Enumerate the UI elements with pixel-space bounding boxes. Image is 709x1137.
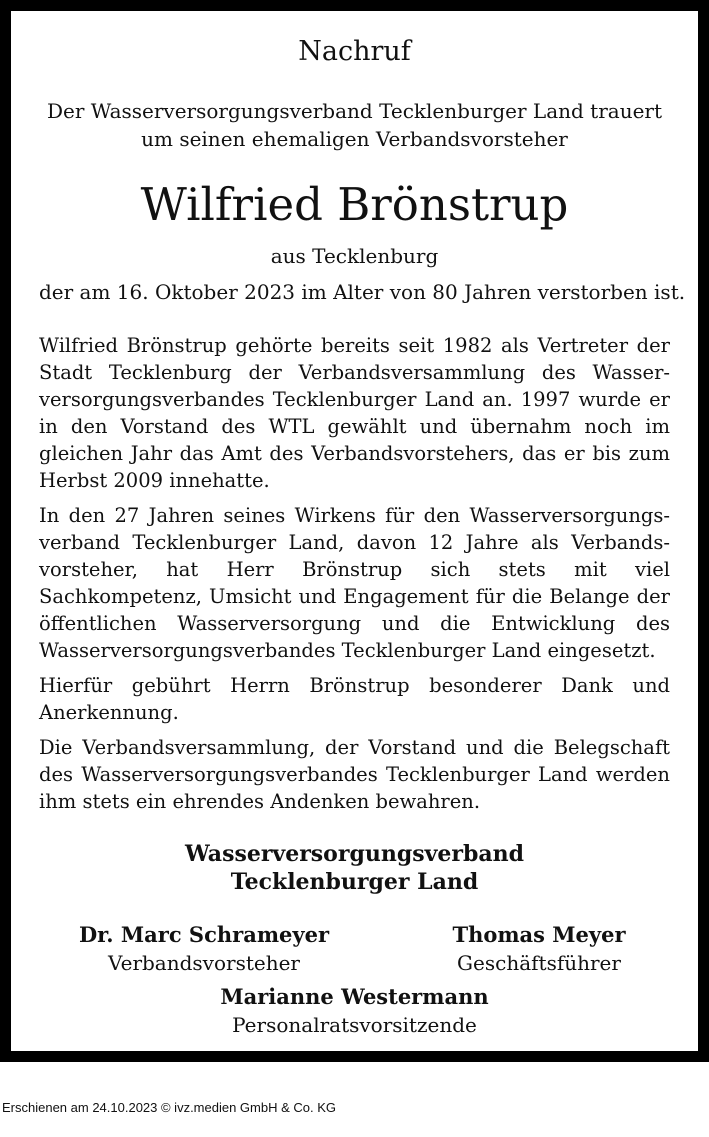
death-line: der am 16. Oktober 2023 im Alter von 80 Jahren verstorben ist.	[39, 280, 686, 304]
signatory-1	[59, 921, 349, 977]
notice-content	[39, 11, 686, 1051]
deceased-name: Wilfried Brönstrup	[140, 178, 569, 231]
intro-line-1: Der Wasserversorgungsverband Tecklenburger Land trauert	[46, 99, 663, 123]
signatory-3	[39, 983, 670, 1039]
origin-line: aus Tecklenburg	[270, 244, 439, 268]
signatory-name: Dr. Marc Schrameyer	[78, 922, 330, 947]
obituary-body	[39, 332, 670, 823]
paragraph: Wilfried Brönstrup gehörte bereits seit 1982 als Vertreter der Stadt Tecklenburg der Verbandsversammlung des Wasserversorgungsverbandes Tecklenburger Land an. 1997 wurde er in den Vorstand des WTL gewählt und übernahm noch im gleichen Jahr das Amt des Verbandsvorstehers, das er bis zum Herbst 2009 innehatte.	[39, 334, 670, 492]
organization-name	[39, 840, 670, 896]
paragraph: In den 27 Jahren seines Wirkens für den Wasserversorgungsverband Tecklenburger Land, davon 12 Jahre als Verbandsvorsteher, hat Herr Brönstrup sich stets mit viel Sachkompetenz, Umsicht und Engagement für die Belange der öffentlichen Wasserversorgung und die Entwicklung des Wasserversorgungsverbandes Tecklenburger Land eingesetzt.	[39, 504, 670, 662]
signatory-role: Verbandsvorsteher	[108, 951, 300, 975]
signatory-2	[394, 921, 684, 977]
publication-footer: Erschienen am 24.10.2023 © ivz.medien GmbH & Co. KG	[2, 1100, 337, 1115]
organization-line-1: Wasserversorgungsverband	[185, 841, 524, 867]
intro-line-2: um seinen ehemaligen Verbandsvorsteher	[141, 127, 568, 151]
intro-text	[39, 97, 670, 153]
signatory-name: Thomas Meyer	[452, 922, 626, 947]
signatory-role: Geschäftsführer	[457, 951, 621, 975]
notice-heading: Nachruf	[298, 36, 411, 67]
signatory-role: Personalratsvorsitzende	[232, 1013, 477, 1037]
paragraph: Die Verbandsversammlung, der Vorstand und die Belegschaft des Wasserversorgungsverbandes Tecklenburger Land werden ihm stets ein ehrendes Andenken bewahren.	[39, 736, 670, 813]
signatory-name: Marianne Westermann	[220, 984, 489, 1009]
organization-line-2: Tecklenburger Land	[230, 869, 479, 895]
paragraph: Hierfür gebührt Herrn Brönstrup besonderer Dank und Anerkennung.	[39, 674, 670, 724]
